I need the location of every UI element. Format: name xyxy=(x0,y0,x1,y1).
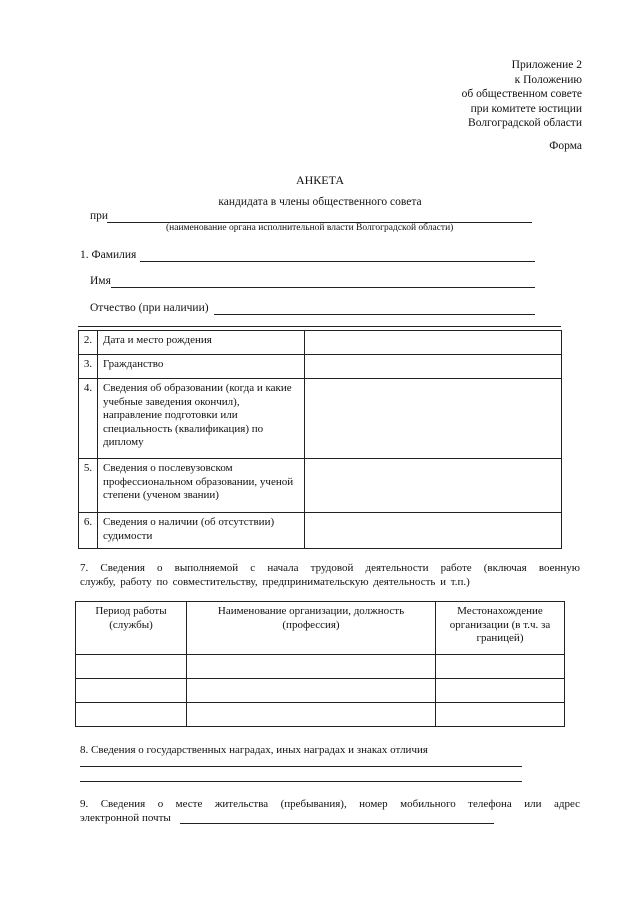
period-cell[interactable] xyxy=(76,655,187,679)
header-line: при комитете юстиции xyxy=(470,102,582,115)
name-label: Имя xyxy=(90,275,111,287)
row-number: 3. xyxy=(79,355,98,379)
row-label: Сведения об образовании (когда и какие учебные заведения окончил), направление подготовки или специальность (квалификация) по диплому xyxy=(98,379,305,459)
table-row xyxy=(79,355,562,379)
row-label: Дата и место рождения xyxy=(98,331,305,355)
table-row xyxy=(79,459,562,513)
page-subtitle: кандидата в члены общественного совета xyxy=(218,196,422,208)
organization-cell[interactable] xyxy=(187,703,436,727)
row-number: 5. xyxy=(79,459,98,513)
header-line: к Положению xyxy=(514,73,582,86)
table-row xyxy=(79,379,562,459)
period-cell[interactable] xyxy=(76,703,187,727)
surname-label: 1. Фамилия xyxy=(80,249,137,261)
table-header-row xyxy=(76,602,565,655)
organ-name-caption: (наименование органа исполнительной власти Волгоградской области) xyxy=(166,223,454,233)
row-value-cell[interactable] xyxy=(305,331,562,355)
row-label: Гражданство xyxy=(98,355,305,379)
section-7-line-1: 7. Сведения о выполняемой с начала трудовой деятельности работе (включая военную xyxy=(80,562,580,574)
section-7-line-2: службу, работу по совместительству, предпринимательскую деятельность и т.п.) xyxy=(80,576,470,588)
organization-cell[interactable] xyxy=(187,679,436,703)
header-line: об общественном совете xyxy=(461,88,582,101)
period-cell[interactable] xyxy=(76,679,187,703)
row-value-cell[interactable] xyxy=(305,355,562,379)
row-label: Сведения о наличии (об отсутствии) судимости xyxy=(98,513,305,549)
name-field[interactable] xyxy=(111,287,535,288)
row-label: Сведения о послевузовском профессиональном образовании, ученой степени (ученом звании) xyxy=(98,459,305,513)
row-value-cell[interactable] xyxy=(305,459,562,513)
column-header: Наименование организации, должность (профессия) xyxy=(187,602,436,655)
section-9-line-2: электронной почты xyxy=(80,812,171,824)
row-number: 4. xyxy=(79,379,98,459)
table-row xyxy=(76,655,565,679)
personal-info-table xyxy=(78,330,562,549)
surname-field[interactable] xyxy=(140,261,535,262)
contact-field[interactable] xyxy=(180,823,494,824)
header-line: Приложение 2 xyxy=(511,59,582,71)
row-number: 2. xyxy=(79,331,98,355)
appendix-header xyxy=(462,58,582,131)
table-row xyxy=(76,703,565,727)
table-top-rule xyxy=(78,326,561,327)
location-cell[interactable] xyxy=(436,679,565,703)
header-line: Волгоградской области xyxy=(468,117,582,130)
location-cell[interactable] xyxy=(436,703,565,727)
page-title: АНКЕТА xyxy=(295,173,345,187)
row-number: 6. xyxy=(79,513,98,549)
patronymic-field[interactable] xyxy=(214,314,535,315)
work-history-table xyxy=(75,601,565,727)
location-cell[interactable] xyxy=(436,655,565,679)
row-value-cell[interactable] xyxy=(305,379,562,459)
awards-field-line-2[interactable] xyxy=(80,781,522,782)
form-label: Форма xyxy=(549,140,582,152)
organization-cell[interactable] xyxy=(187,655,436,679)
table-row xyxy=(76,679,565,703)
table-row xyxy=(79,513,562,549)
awards-field-line-1[interactable] xyxy=(80,766,522,767)
patronymic-label: Отчество (при наличии) xyxy=(90,302,209,314)
column-header: Период работы (службы) xyxy=(76,602,187,655)
section-9-line-1: 9. Сведения о месте жительства (пребывания), номер мобильного телефона или адрес xyxy=(80,798,580,810)
table-row xyxy=(79,331,562,355)
column-header: Местонахождение организации (в т.ч. за границей) xyxy=(436,602,565,655)
pri-label: при xyxy=(90,210,109,222)
section-8-label: 8. Сведения о государственных наградах, иных наградах и знаках отличия xyxy=(80,744,428,756)
row-value-cell[interactable] xyxy=(305,513,562,549)
